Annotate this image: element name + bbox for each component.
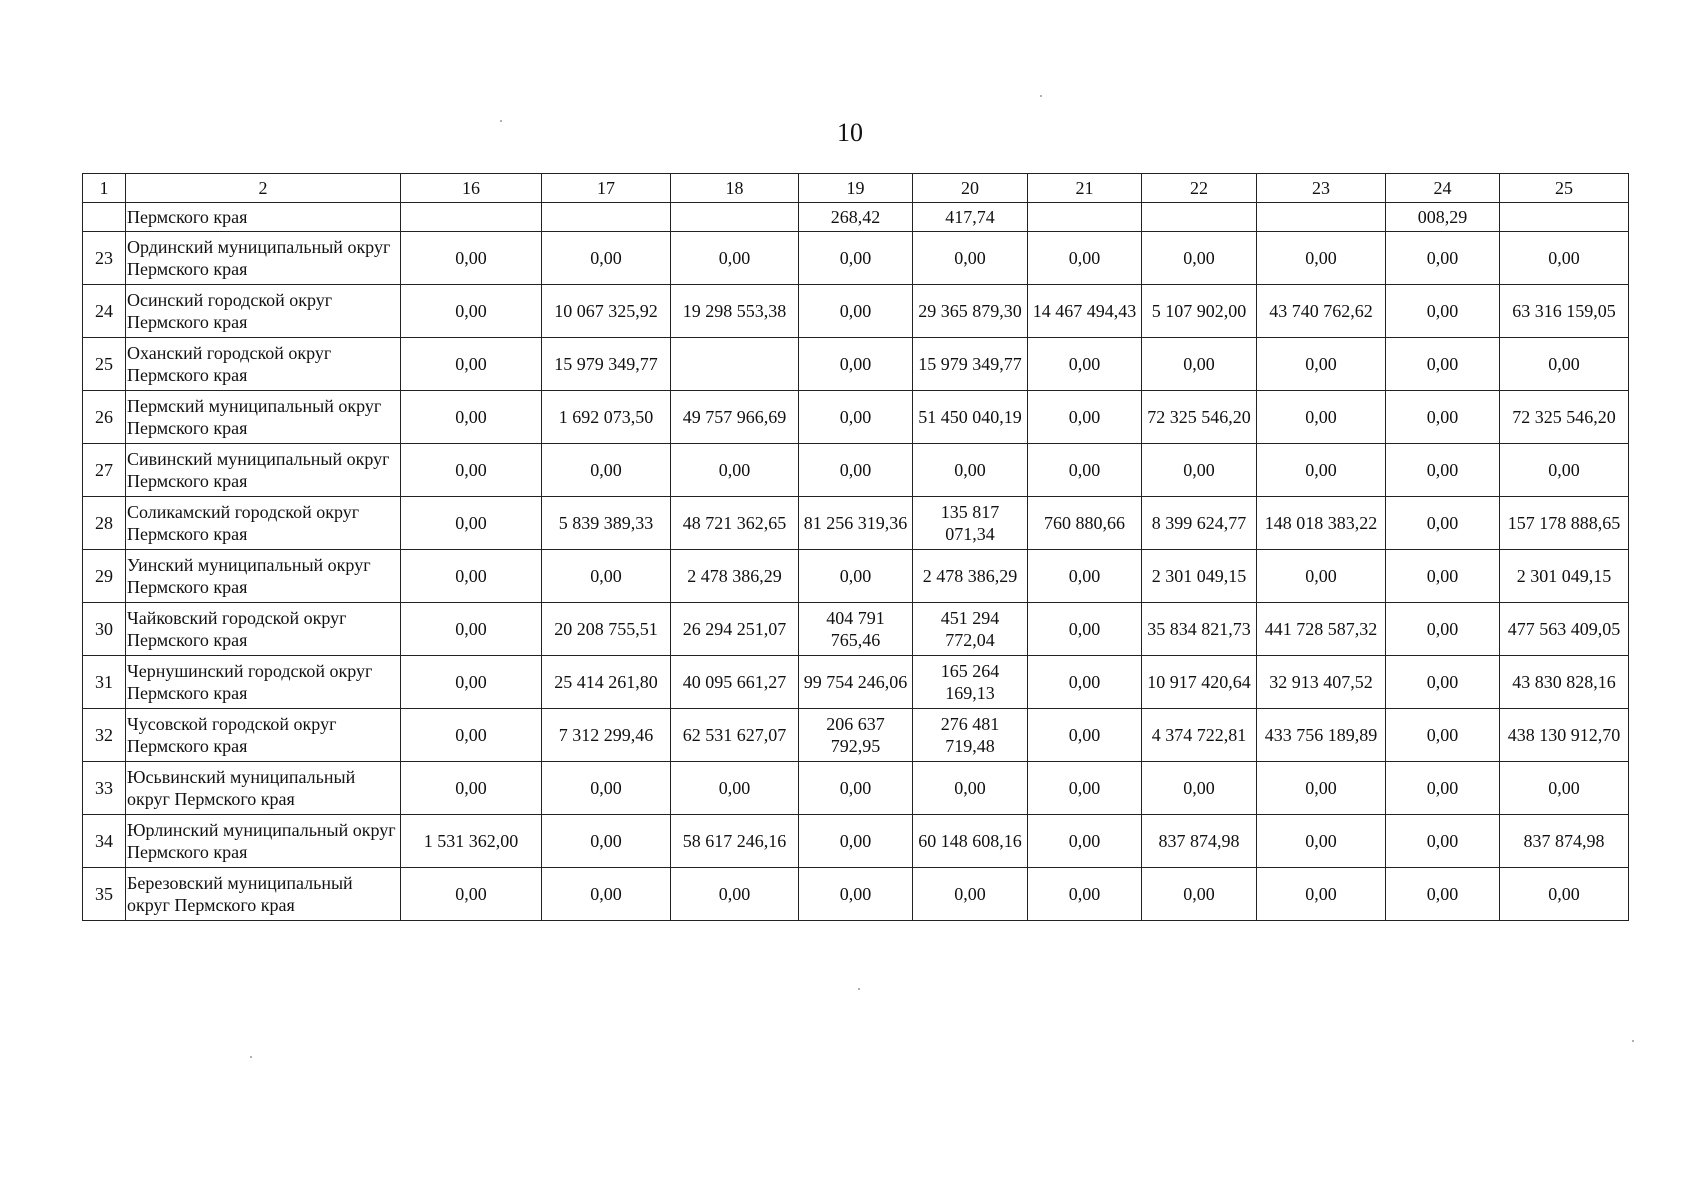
cell-col-20: 0,00 — [913, 232, 1028, 285]
header-col-18: 18 — [671, 174, 799, 203]
cell-col-17: 1 692 073,50 — [542, 391, 671, 444]
cell-row-number: 30 — [83, 603, 126, 656]
scan-speck — [1632, 1040, 1634, 1042]
cell-col-18: 40 095 661,27 — [671, 656, 799, 709]
cell-row-number: 25 — [83, 338, 126, 391]
cell-col-25 — [1500, 203, 1629, 232]
cell-col-18 — [671, 203, 799, 232]
cell-col-22: 72 325 546,20 — [1142, 391, 1257, 444]
cell-col-24: 0,00 — [1386, 444, 1500, 497]
cell-col-16: 0,00 — [401, 444, 542, 497]
cell-col-21: 0,00 — [1028, 391, 1142, 444]
cell-col-16: 0,00 — [401, 391, 542, 444]
cell-col-22: 0,00 — [1142, 762, 1257, 815]
cell-col-23: 0,00 — [1257, 391, 1386, 444]
cell-col-19: 206 637 792,95 — [799, 709, 913, 762]
cell-row-number: 35 — [83, 868, 126, 921]
cell-col-19: 81 256 319,36 — [799, 497, 913, 550]
cell-col-25: 63 316 159,05 — [1500, 285, 1629, 338]
cell-col-16: 0,00 — [401, 338, 542, 391]
cell-district-name: Уинский муниципальный округ Пермского края — [126, 550, 401, 603]
header-col-21: 21 — [1028, 174, 1142, 203]
cell-row-number: 28 — [83, 497, 126, 550]
cell-col-19: 0,00 — [799, 444, 913, 497]
table-row — [83, 709, 1629, 762]
cell-col-19: 0,00 — [799, 762, 913, 815]
cell-district-name: Пермского края — [126, 203, 401, 232]
cell-col-25: 72 325 546,20 — [1500, 391, 1629, 444]
cell-col-23 — [1257, 203, 1386, 232]
cell-row-number — [83, 203, 126, 232]
cell-col-22: 35 834 821,73 — [1142, 603, 1257, 656]
cell-col-20: 451 294 772,04 — [913, 603, 1028, 656]
scan-speck — [858, 988, 860, 990]
table-row — [83, 497, 1629, 550]
cell-col-21 — [1028, 203, 1142, 232]
cell-col-18: 0,00 — [671, 868, 799, 921]
cell-col-22: 837 874,98 — [1142, 815, 1257, 868]
cell-col-18: 48 721 362,65 — [671, 497, 799, 550]
table-row — [83, 550, 1629, 603]
page-number: 10 — [837, 118, 863, 147]
cell-district-name: Оханский городской округ Пермского края — [126, 338, 401, 391]
cell-col-24: 0,00 — [1386, 709, 1500, 762]
cell-district-name: Юрлинский муниципальный округ Пермского края — [126, 815, 401, 868]
cell-district-name: Чайковский городской округ Пермского края — [126, 603, 401, 656]
cell-col-18: 0,00 — [671, 444, 799, 497]
cell-row-number: 34 — [83, 815, 126, 868]
table-row — [83, 232, 1629, 285]
table-header-row — [83, 174, 1629, 203]
cell-col-17: 7 312 299,46 — [542, 709, 671, 762]
cell-district-name: Ординский муниципальный округ Пермского края — [126, 232, 401, 285]
cell-col-23: 43 740 762,62 — [1257, 285, 1386, 338]
table-row — [83, 603, 1629, 656]
header-col-24: 24 — [1386, 174, 1500, 203]
cell-col-23: 0,00 — [1257, 815, 1386, 868]
cell-col-23: 0,00 — [1257, 762, 1386, 815]
cell-col-17: 0,00 — [542, 444, 671, 497]
cell-col-24: 0,00 — [1386, 868, 1500, 921]
cell-col-16: 0,00 — [401, 868, 542, 921]
cell-district-name: Чусовской городской округ Пермского края — [126, 709, 401, 762]
cell-col-24: 0,00 — [1386, 762, 1500, 815]
cell-col-25: 2 301 049,15 — [1500, 550, 1629, 603]
cell-col-22: 8 399 624,77 — [1142, 497, 1257, 550]
cell-col-20: 0,00 — [913, 762, 1028, 815]
cell-col-23: 433 756 189,89 — [1257, 709, 1386, 762]
cell-col-16: 0,00 — [401, 232, 542, 285]
cell-col-21: 760 880,66 — [1028, 497, 1142, 550]
cell-col-25: 0,00 — [1500, 232, 1629, 285]
cell-row-number: 33 — [83, 762, 126, 815]
cell-col-21: 0,00 — [1028, 709, 1142, 762]
cell-col-16: 1 531 362,00 — [401, 815, 542, 868]
cell-row-number: 23 — [83, 232, 126, 285]
cell-col-17: 10 067 325,92 — [542, 285, 671, 338]
cell-col-21: 0,00 — [1028, 815, 1142, 868]
cell-col-20: 29 365 879,30 — [913, 285, 1028, 338]
cell-col-22: 5 107 902,00 — [1142, 285, 1257, 338]
cell-col-19: 268,42 — [799, 203, 913, 232]
cell-col-20: 0,00 — [913, 444, 1028, 497]
cell-col-25: 0,00 — [1500, 868, 1629, 921]
cell-col-17: 0,00 — [542, 232, 671, 285]
table-row — [83, 338, 1629, 391]
cell-col-18: 19 298 553,38 — [671, 285, 799, 338]
cell-col-24: 0,00 — [1386, 603, 1500, 656]
scan-speck — [1040, 95, 1042, 97]
table-row — [83, 656, 1629, 709]
cell-district-name: Березовский муниципальный округ Пермского края — [126, 868, 401, 921]
cell-col-17: 0,00 — [542, 815, 671, 868]
cell-col-24: 0,00 — [1386, 815, 1500, 868]
cell-col-17: 20 208 755,51 — [542, 603, 671, 656]
cell-col-23: 0,00 — [1257, 868, 1386, 921]
table-row — [83, 868, 1629, 921]
cell-col-16: 0,00 — [401, 550, 542, 603]
header-col-20: 20 — [913, 174, 1028, 203]
cell-col-18: 62 531 627,07 — [671, 709, 799, 762]
header-col-25: 25 — [1500, 174, 1629, 203]
cell-col-18: 58 617 246,16 — [671, 815, 799, 868]
header-col-22: 22 — [1142, 174, 1257, 203]
cell-col-17 — [542, 203, 671, 232]
cell-col-22: 10 917 420,64 — [1142, 656, 1257, 709]
cell-col-17: 0,00 — [542, 868, 671, 921]
cell-row-number: 26 — [83, 391, 126, 444]
cell-col-18: 26 294 251,07 — [671, 603, 799, 656]
header-district-name: 2 — [126, 174, 401, 203]
cell-row-number: 29 — [83, 550, 126, 603]
cell-col-22: 0,00 — [1142, 338, 1257, 391]
cell-col-22: 2 301 049,15 — [1142, 550, 1257, 603]
cell-col-25: 837 874,98 — [1500, 815, 1629, 868]
cell-col-19: 0,00 — [799, 815, 913, 868]
cell-col-19: 0,00 — [799, 868, 913, 921]
cell-col-23: 0,00 — [1257, 232, 1386, 285]
cell-col-21: 0,00 — [1028, 656, 1142, 709]
cell-col-23: 148 018 383,22 — [1257, 497, 1386, 550]
cell-col-21: 0,00 — [1028, 232, 1142, 285]
cell-row-number: 32 — [83, 709, 126, 762]
cell-col-18: 0,00 — [671, 762, 799, 815]
cell-col-18 — [671, 338, 799, 391]
cell-col-25: 0,00 — [1500, 444, 1629, 497]
header-col-16: 16 — [401, 174, 542, 203]
table-row — [83, 762, 1629, 815]
cell-col-19: 0,00 — [799, 550, 913, 603]
cell-col-21: 0,00 — [1028, 603, 1142, 656]
cell-col-21: 0,00 — [1028, 550, 1142, 603]
cell-col-16: 0,00 — [401, 497, 542, 550]
cell-row-number: 27 — [83, 444, 126, 497]
cell-row-number: 31 — [83, 656, 126, 709]
cell-row-number: 24 — [83, 285, 126, 338]
cell-col-22: 4 374 722,81 — [1142, 709, 1257, 762]
cell-col-17: 5 839 389,33 — [542, 497, 671, 550]
cell-col-21: 0,00 — [1028, 762, 1142, 815]
header-row-number: 1 — [83, 174, 126, 203]
cell-col-21: 0,00 — [1028, 338, 1142, 391]
cell-col-19: 0,00 — [799, 232, 913, 285]
cell-col-18: 0,00 — [671, 232, 799, 285]
cell-col-20: 165 264 169,13 — [913, 656, 1028, 709]
cell-col-20: 0,00 — [913, 868, 1028, 921]
cell-col-24: 008,29 — [1386, 203, 1500, 232]
cell-col-21: 0,00 — [1028, 868, 1142, 921]
cell-col-20: 276 481 719,48 — [913, 709, 1028, 762]
cell-col-20: 51 450 040,19 — [913, 391, 1028, 444]
table-row — [83, 391, 1629, 444]
cell-col-22: 0,00 — [1142, 868, 1257, 921]
cell-col-24: 0,00 — [1386, 285, 1500, 338]
cell-col-17: 0,00 — [542, 550, 671, 603]
cell-col-24: 0,00 — [1386, 391, 1500, 444]
cell-district-name: Осинский городской округ Пермского края — [126, 285, 401, 338]
cell-col-17: 0,00 — [542, 762, 671, 815]
header-col-23: 23 — [1257, 174, 1386, 203]
cell-district-name: Пермский муниципальный округ Пермского края — [126, 391, 401, 444]
cell-col-24: 0,00 — [1386, 550, 1500, 603]
table-row-continuation — [83, 203, 1629, 232]
cell-col-21: 0,00 — [1028, 444, 1142, 497]
cell-col-19: 0,00 — [799, 285, 913, 338]
cell-district-name: Сивинский муниципальный округ Пермского края — [126, 444, 401, 497]
cell-district-name: Соликамский городской округ Пермского края — [126, 497, 401, 550]
cell-col-25: 43 830 828,16 — [1500, 656, 1629, 709]
cell-col-25: 438 130 912,70 — [1500, 709, 1629, 762]
header-col-19: 19 — [799, 174, 913, 203]
cell-col-20: 135 817 071,34 — [913, 497, 1028, 550]
cell-col-16: 0,00 — [401, 762, 542, 815]
cell-col-24: 0,00 — [1386, 497, 1500, 550]
data-table — [82, 173, 1629, 921]
cell-col-23: 441 728 587,32 — [1257, 603, 1386, 656]
cell-col-20: 15 979 349,77 — [913, 338, 1028, 391]
cell-col-19: 0,00 — [799, 391, 913, 444]
cell-col-21: 14 467 494,43 — [1028, 285, 1142, 338]
cell-col-25: 157 178 888,65 — [1500, 497, 1629, 550]
cell-col-19: 0,00 — [799, 338, 913, 391]
cell-col-22 — [1142, 203, 1257, 232]
table-row — [83, 444, 1629, 497]
cell-col-24: 0,00 — [1386, 232, 1500, 285]
table-row — [83, 285, 1629, 338]
cell-col-23: 0,00 — [1257, 550, 1386, 603]
scan-speck — [250, 1056, 252, 1058]
cell-col-25: 0,00 — [1500, 338, 1629, 391]
cell-col-16 — [401, 203, 542, 232]
table-row — [83, 815, 1629, 868]
cell-col-17: 15 979 349,77 — [542, 338, 671, 391]
cell-district-name: Юсьвинский муниципальный округ Пермского края — [126, 762, 401, 815]
cell-col-16: 0,00 — [401, 709, 542, 762]
cell-col-24: 0,00 — [1386, 656, 1500, 709]
cell-col-19: 99 754 246,06 — [799, 656, 913, 709]
cell-col-22: 0,00 — [1142, 444, 1257, 497]
cell-col-23: 0,00 — [1257, 338, 1386, 391]
cell-col-22: 0,00 — [1142, 232, 1257, 285]
cell-col-20: 2 478 386,29 — [913, 550, 1028, 603]
cell-col-16: 0,00 — [401, 656, 542, 709]
header-col-17: 17 — [542, 174, 671, 203]
cell-col-18: 49 757 966,69 — [671, 391, 799, 444]
cell-col-17: 25 414 261,80 — [542, 656, 671, 709]
cell-col-20: 417,74 — [913, 203, 1028, 232]
cell-col-25: 477 563 409,05 — [1500, 603, 1629, 656]
cell-col-25: 0,00 — [1500, 762, 1629, 815]
cell-col-16: 0,00 — [401, 603, 542, 656]
cell-col-18: 2 478 386,29 — [671, 550, 799, 603]
cell-col-19: 404 791 765,46 — [799, 603, 913, 656]
cell-col-20: 60 148 608,16 — [913, 815, 1028, 868]
cell-col-23: 0,00 — [1257, 444, 1386, 497]
table-body — [83, 174, 1629, 921]
cell-district-name: Чернушинский городской округ Пермского края — [126, 656, 401, 709]
scan-speck — [500, 120, 502, 122]
cell-col-23: 32 913 407,52 — [1257, 656, 1386, 709]
cell-col-24: 0,00 — [1386, 338, 1500, 391]
cell-col-16: 0,00 — [401, 285, 542, 338]
